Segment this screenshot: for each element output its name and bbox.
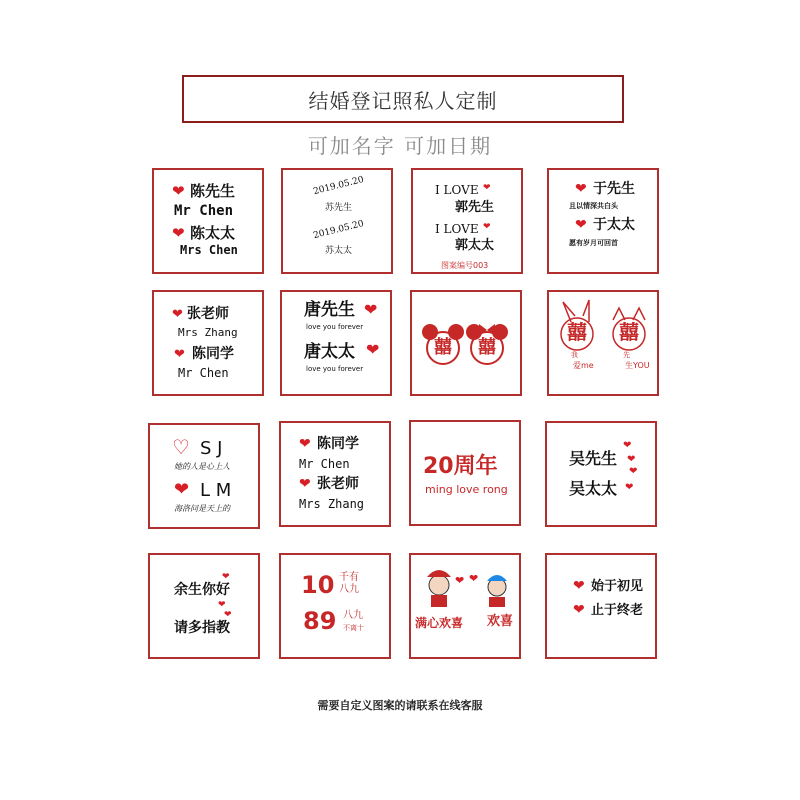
- tile-text: 吴先生: [569, 449, 618, 468]
- heart-icon: ❤: [483, 183, 491, 193]
- design-tile[interactable]: [545, 421, 657, 527]
- tile-text: Mrs Zhang: [178, 326, 238, 339]
- tile-text: 89: [303, 607, 337, 635]
- design-tile[interactable]: [148, 423, 260, 529]
- tile-text: L M: [200, 480, 232, 501]
- tile-text: 于先生: [593, 181, 635, 197]
- design-tile[interactable]: [411, 168, 523, 274]
- heart-icon: ❤: [224, 610, 232, 620]
- design-tile[interactable]: [547, 290, 659, 396]
- tile-text: 囍: [619, 320, 639, 344]
- mouse-ears-icon: [412, 292, 520, 394]
- tile-text: 于太太: [593, 217, 635, 233]
- tile-text: 始于初见: [591, 579, 644, 594]
- heart-outline-icon: ♡: [172, 435, 190, 459]
- tile-text: 苏先生: [325, 203, 353, 213]
- tile-text: 张老师: [187, 306, 229, 322]
- tile-text: 先: [623, 351, 630, 359]
- tile-text: 张老师: [317, 476, 359, 492]
- heart-icon: ❤: [575, 181, 587, 197]
- heart-icon: ❤: [573, 578, 585, 594]
- tile-text: 吴太太: [569, 479, 618, 498]
- heart-icon: ❤: [218, 600, 226, 610]
- tile-text: 20周年: [423, 454, 498, 479]
- tile-text: 八九: [339, 584, 359, 595]
- heart-icon: ❤: [172, 182, 185, 200]
- design-tile[interactable]: [279, 553, 391, 659]
- tile-text: 且以情深共白头: [569, 202, 618, 210]
- tile-text: 陈先生: [190, 182, 236, 200]
- tile-text: 郭先生: [455, 200, 495, 215]
- tile-text: Mrs Chen: [180, 243, 238, 257]
- tile-text: 陈同学: [317, 436, 359, 452]
- design-tile[interactable]: [545, 553, 657, 659]
- tile-text: 陈太太: [190, 224, 236, 242]
- heart-icon: ❤: [174, 479, 190, 500]
- heart-icon: ❤: [483, 222, 491, 232]
- tile-text: love you forever: [306, 365, 364, 373]
- tile-text: 郭太太: [455, 238, 495, 253]
- heart-icon: ❤: [455, 574, 465, 587]
- tile-text: Mr Chen: [299, 457, 350, 471]
- tile-text: 囍: [567, 320, 587, 344]
- tile-text: 2019.05.20: [312, 218, 365, 242]
- tile-text: Mr Chen: [178, 366, 229, 380]
- footer-note: 需要自定义图案的请联系在线客服: [317, 699, 483, 712]
- page-title: 结婚登记照私人定制: [182, 75, 624, 123]
- tile-text: love you forever: [306, 323, 364, 331]
- design-tile[interactable]: [281, 168, 393, 274]
- heart-icon: ❤: [366, 340, 380, 359]
- tile-text: 不离十: [343, 624, 364, 632]
- tile-text: 唐太太: [304, 342, 355, 362]
- tile-text: 海洛问是天上的: [174, 504, 230, 513]
- heart-icon: ❤: [575, 217, 587, 233]
- heart-icon: ❤: [299, 476, 311, 492]
- heart-icon: ❤: [625, 482, 634, 493]
- tile-text: 八九: [343, 610, 363, 621]
- tile-text: Mrs Zhang: [299, 497, 365, 511]
- page-subtitle: 可加名字 可加日期: [307, 134, 493, 158]
- tile-text: 她的人是心上人: [174, 462, 230, 471]
- tile-text: ming love rong: [425, 483, 508, 496]
- design-tile[interactable]: [409, 420, 521, 526]
- tile-text: 陈同学: [192, 346, 234, 362]
- design-tile[interactable]: [152, 168, 264, 274]
- bunny-pig-icon: [549, 292, 657, 394]
- heart-icon: ❤: [469, 572, 479, 585]
- design-tile[interactable]: [280, 290, 392, 396]
- tile-text: 千有: [339, 572, 359, 583]
- tile-text: 愿有岁月可回首: [569, 239, 618, 247]
- design-tile[interactable]: [152, 290, 264, 396]
- heart-icon: ❤: [627, 454, 636, 465]
- heart-icon: ❤: [623, 440, 632, 451]
- tile-text: 2019.05.20: [312, 174, 365, 198]
- tile-text: 囍: [434, 337, 452, 358]
- tile-text: 欢喜: [487, 614, 514, 629]
- design-tile[interactable]: [410, 290, 522, 396]
- tile-text: 唐先生: [304, 300, 355, 320]
- tile-text: 请多指教: [174, 620, 230, 636]
- tile-text: S J: [200, 438, 223, 459]
- heart-icon: ❤: [172, 307, 183, 322]
- tile-text: 囍: [478, 337, 496, 358]
- design-tile[interactable]: [409, 553, 521, 659]
- heart-icon: ❤: [174, 347, 185, 362]
- heart-icon: ❤: [222, 572, 230, 582]
- tile-text: 爱me: [573, 361, 594, 370]
- tile-text: I LOVE: [435, 222, 479, 236]
- tile-text: 我: [571, 351, 578, 359]
- heart-icon: ❤: [172, 224, 185, 242]
- bride-groom-icon: [411, 555, 519, 657]
- tile-text: 生YOU: [625, 361, 650, 370]
- design-tile[interactable]: [279, 421, 391, 527]
- tile-text: I LOVE: [435, 183, 479, 197]
- heart-icon: ❤: [629, 466, 638, 477]
- tile-text: 苏太太: [325, 246, 353, 256]
- tile-text: 10: [301, 571, 335, 599]
- design-tile[interactable]: [148, 553, 260, 659]
- tile-text: 余生你好: [174, 582, 230, 598]
- heart-icon: ❤: [573, 602, 585, 618]
- pattern-code: 图案编号003: [441, 261, 489, 270]
- tile-text: 满心欢喜: [415, 616, 464, 630]
- tile-text: Mr Chen: [174, 203, 234, 219]
- design-tile[interactable]: [547, 168, 659, 274]
- tile-text: 止于终老: [591, 603, 644, 618]
- heart-icon: ❤: [299, 436, 311, 452]
- heart-icon: ❤: [364, 300, 378, 319]
